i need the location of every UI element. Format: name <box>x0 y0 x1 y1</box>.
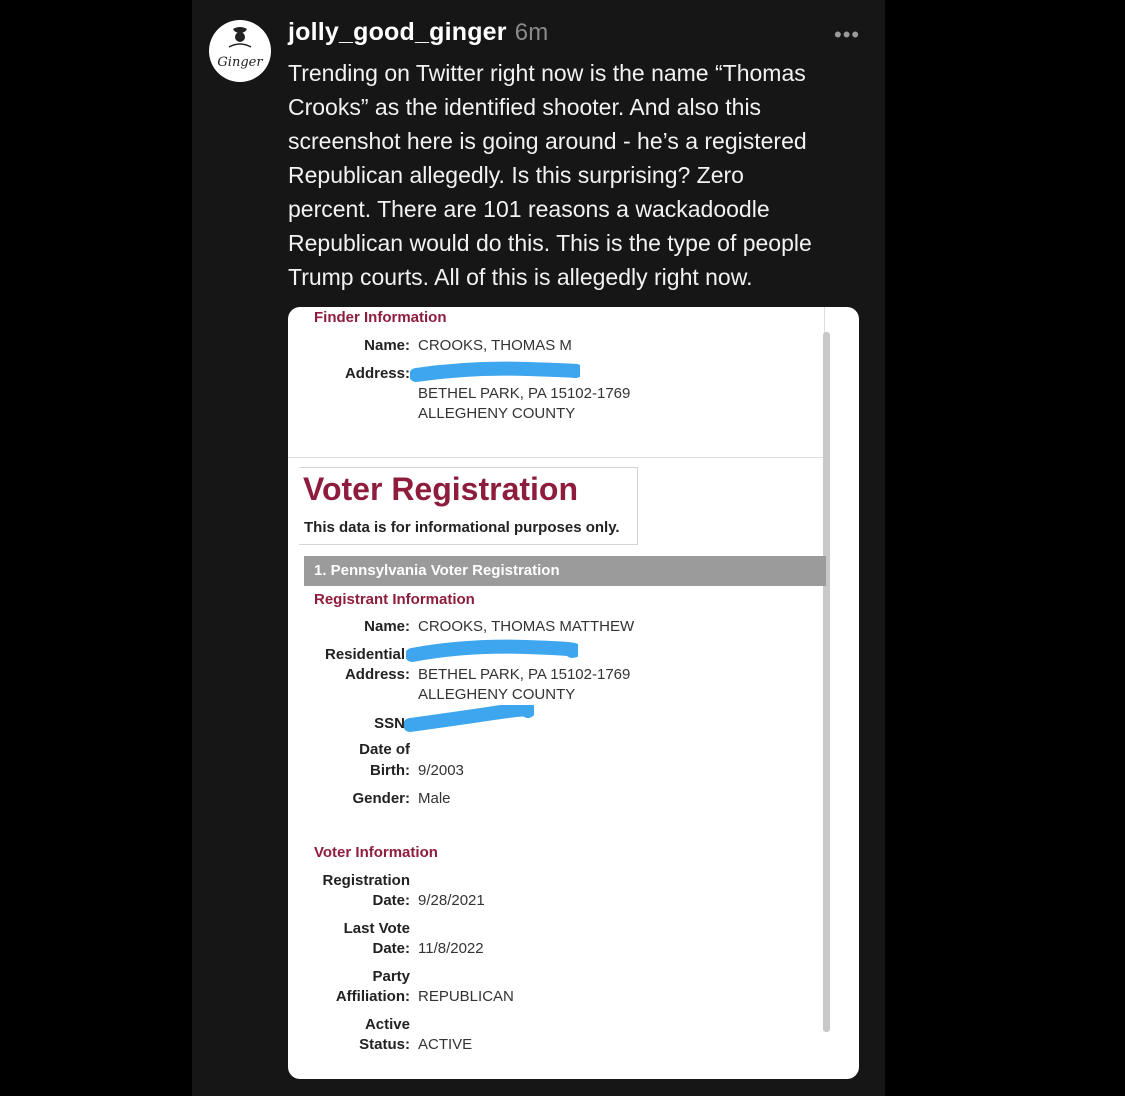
residential-label: Residential <box>325 646 406 663</box>
status-label: Status: <box>359 1036 410 1053</box>
redaction-mark <box>406 639 578 665</box>
ssn-label: SSN <box>374 715 405 732</box>
active-label: Active <box>364 1016 410 1033</box>
username[interactable]: jolly_good_ginger <box>288 18 507 46</box>
post-text-line: Republican allegedly. Is this surprising? Zero <box>288 162 744 188</box>
registrant-county: ALLEGHENY COUNTY <box>418 686 576 703</box>
svg-text:Ginger: Ginger <box>217 55 263 70</box>
ginger-logo-icon <box>209 20 271 82</box>
finder-name-value: CROOKS, THOMAS M <box>418 337 572 354</box>
registrant-heading: Registrant Information <box>314 591 475 608</box>
finder-address-label: Address: <box>344 365 410 382</box>
last-vote-date-value: 11/8/2022 <box>418 940 484 957</box>
avatar[interactable] <box>209 20 271 82</box>
post-text-line: Republican would do this. This is the type of people <box>288 230 812 256</box>
residential-address-label: Address: <box>344 666 410 683</box>
registrant-name-value: CROOKS, THOMAS MATTHEW <box>418 618 635 635</box>
registration-date-value: 9/28/2021 <box>418 892 485 909</box>
post-header <box>288 18 548 47</box>
post-text-line: Crooks” as the identified shooter. And also this <box>288 94 762 120</box>
registration-date-label: Date: <box>372 892 410 909</box>
post-text-line: screenshot here is going around - he’s a registered <box>288 128 807 154</box>
finder-info-box <box>288 307 825 458</box>
finder-name-label: Name: <box>364 337 410 354</box>
post-text-line: Trump courts. All of this is allegedly right now. <box>288 264 753 290</box>
disclaimer-text: This data is for informational purposes only. <box>304 519 620 536</box>
post-text <box>288 56 878 294</box>
post-text-line: percent. There are 101 reasons a wackadoodle <box>288 196 770 222</box>
birth-label: Birth: <box>370 762 410 779</box>
status-value: ACTIVE <box>418 1036 473 1053</box>
registrant-address-line: BETHEL PARK, PA 15102-1769 <box>418 666 631 683</box>
party-label: Party <box>372 968 410 985</box>
birth-value: 9/2003 <box>418 762 464 779</box>
post-text-line: Trending on Twitter right now is the name “Thomas <box>288 60 806 86</box>
gender-label: Gender: <box>352 790 410 807</box>
pa-registration-bar: 1. Pennsylvania Voter Registration <box>304 556 826 586</box>
dob-label: Date of <box>359 741 410 758</box>
timestamp: 6m <box>514 19 549 46</box>
affiliation-label: Affiliation: <box>335 988 410 1005</box>
voter-registration-title: Voter Registration <box>303 471 578 507</box>
more-options-icon[interactable]: ••• <box>834 22 861 47</box>
party-value: REPUBLICAN <box>418 988 514 1005</box>
redaction-mark <box>404 705 534 735</box>
finder-county: ALLEGHENY COUNTY <box>418 405 576 422</box>
voter-info-heading: Voter Information <box>314 844 438 861</box>
finder-heading: Finder Information <box>314 309 447 326</box>
scrollbar <box>823 332 830 1032</box>
attached-screenshot[interactable] <box>288 307 859 1079</box>
gender-value: Male <box>418 790 451 807</box>
last-vote-label: Last Vote <box>343 920 410 937</box>
last-vote-date-label: Date: <box>372 940 410 957</box>
registration-label: Registration <box>322 872 410 889</box>
finder-address-line: BETHEL PARK, PA 15102-1769 <box>418 385 631 402</box>
registrant-name-label: Name: <box>364 618 410 635</box>
